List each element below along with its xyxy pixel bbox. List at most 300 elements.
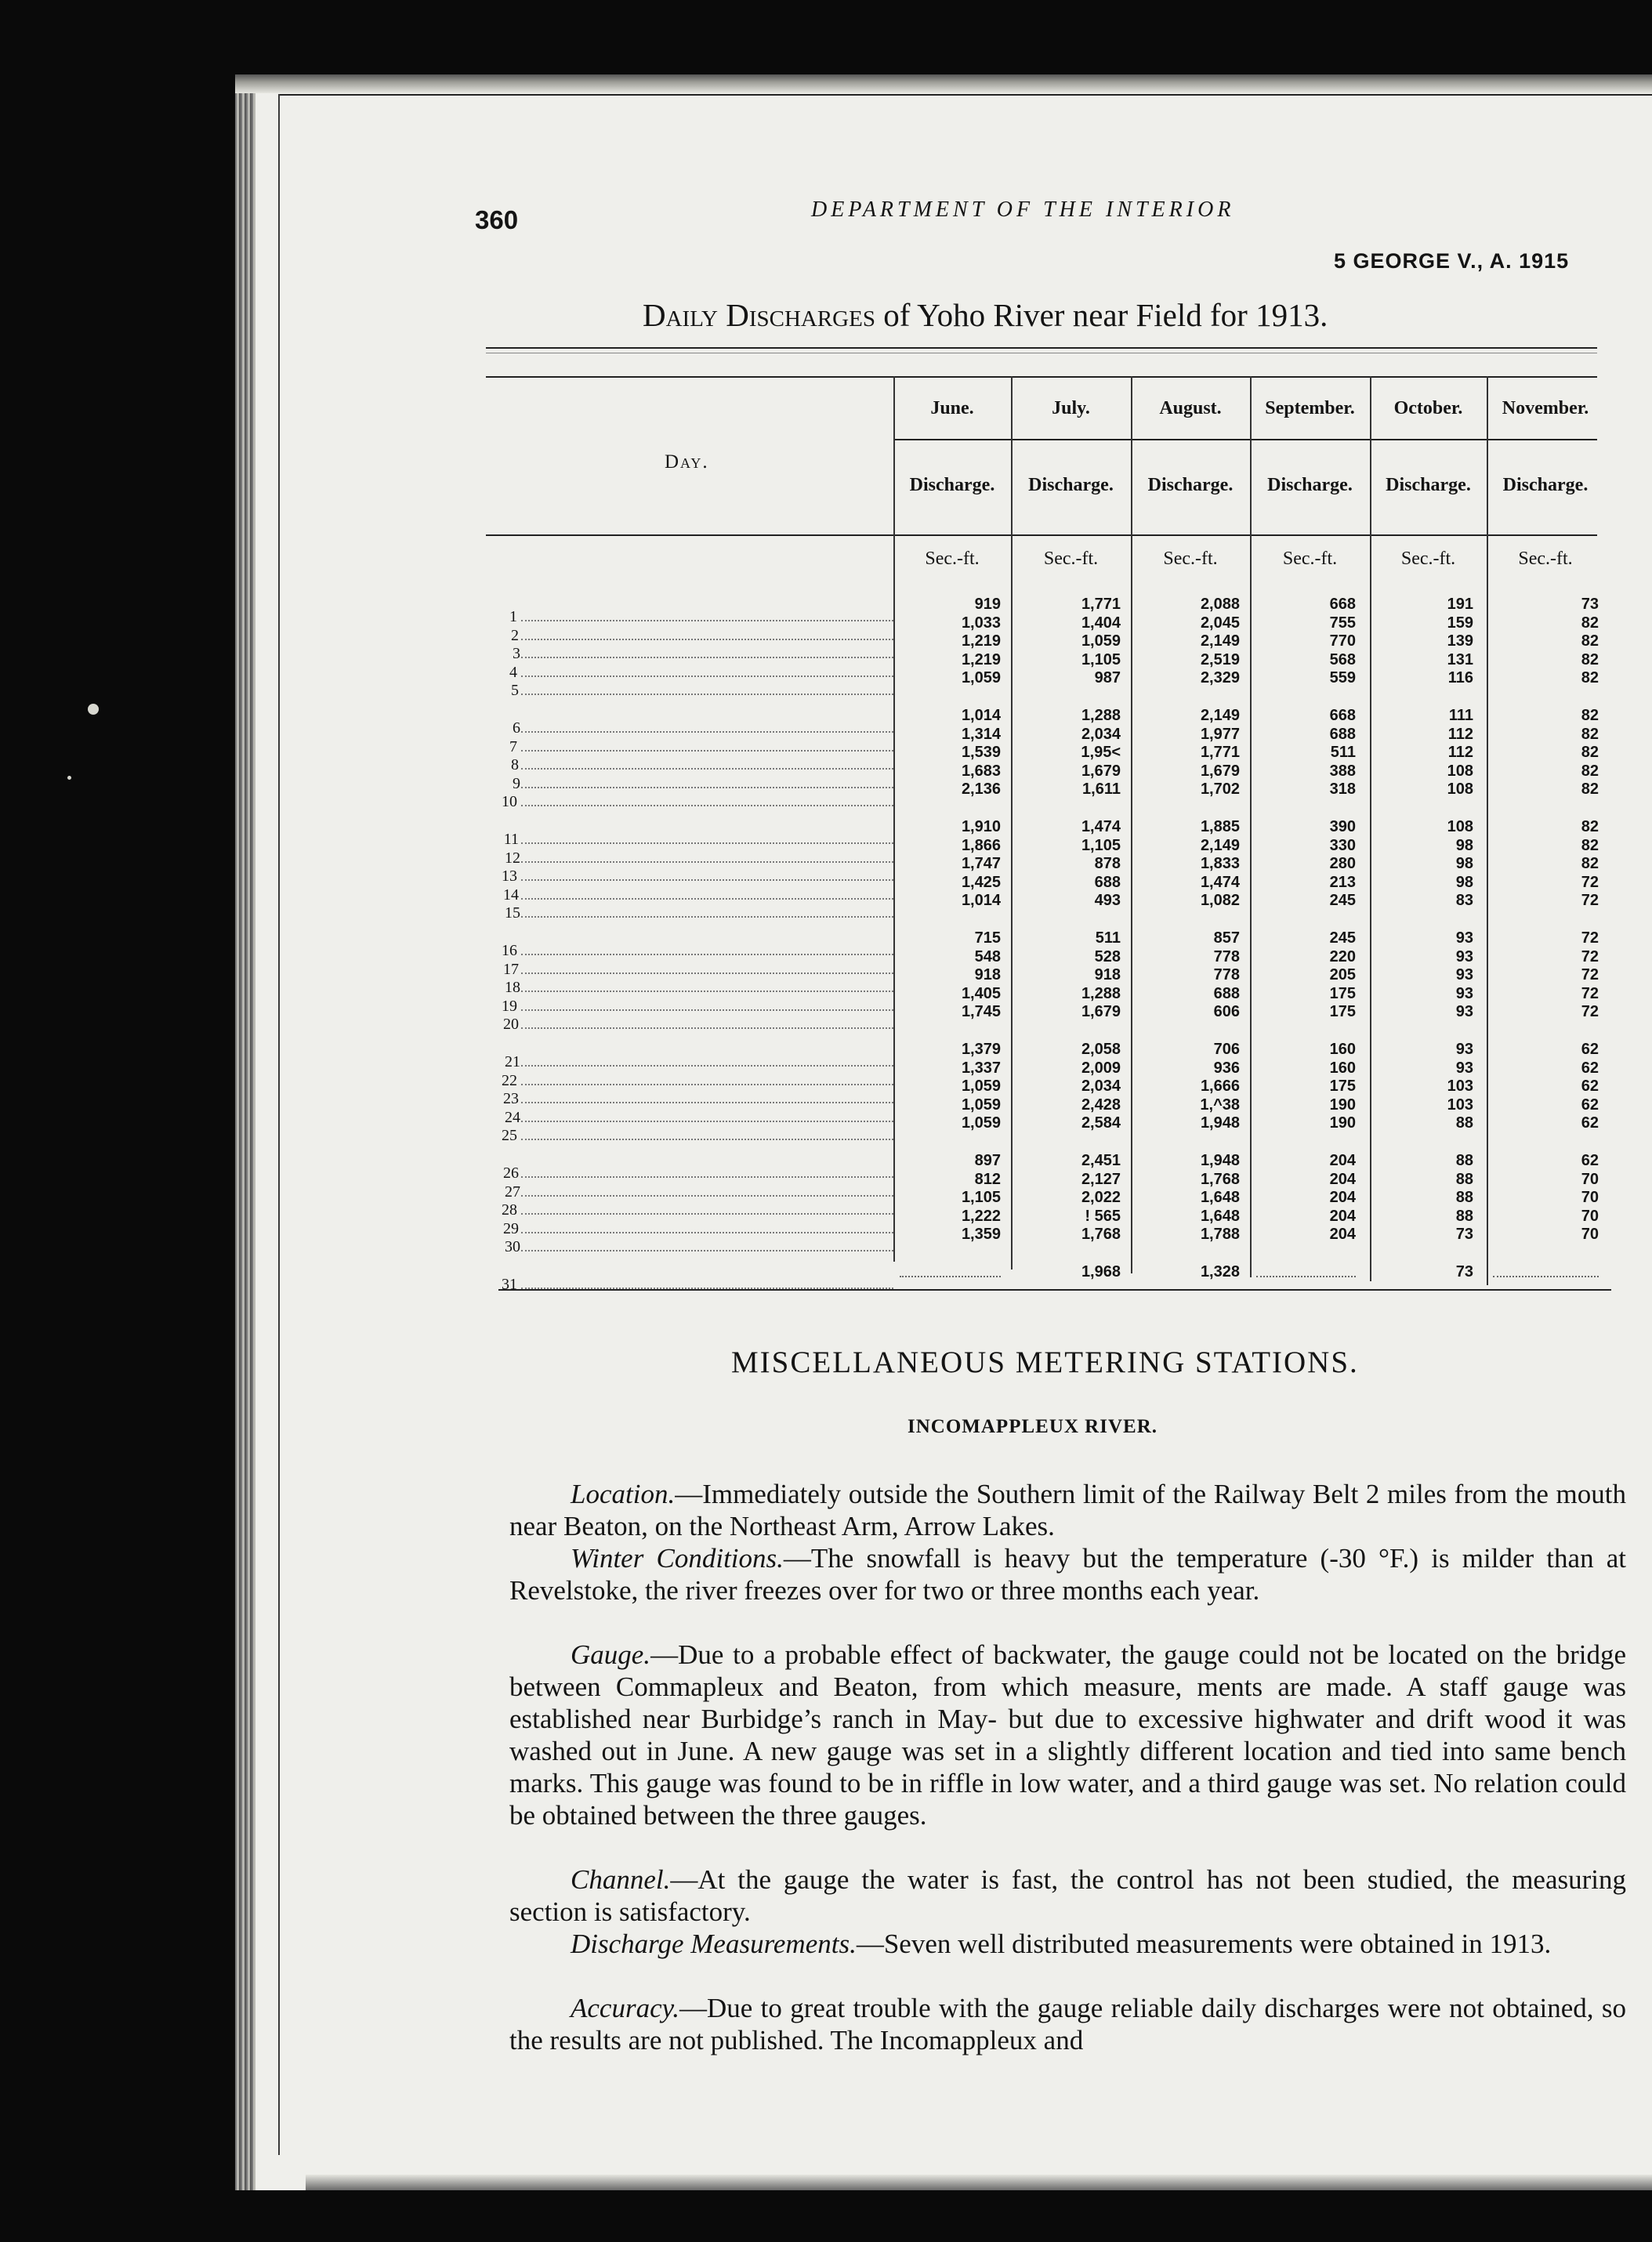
discharge-value: 93 [1455,984,1473,1002]
discharge-value: 98 [1455,855,1473,873]
discharge-value: 82 [1581,725,1599,743]
paragraph-channel [509,1864,1626,1928]
discharge-value: 160 [1329,1041,1356,1058]
discharge-subheader: Discharge. [1147,475,1234,495]
discharge-value: 112 [1447,744,1473,762]
discharge-value: 160 [1329,1059,1356,1077]
discharge-value: 1,679 [1200,762,1240,780]
empty-cell [1493,1276,1599,1277]
discharge-value: 688 [1094,873,1121,891]
discharge-value: 108 [1447,762,1473,780]
discharge-value: 88 [1455,1207,1473,1225]
discharge-value: 62 [1581,1096,1599,1114]
column-line [1011,376,1013,1270]
column-line [1487,376,1488,1285]
paragraph-winter [509,1542,1626,1606]
discharge-value: 1,948 [1200,1152,1240,1169]
discharge-value: 715 [974,929,1001,947]
leader-dots [521,731,893,733]
discharge-value: 2,127 [1081,1170,1121,1188]
discharge-value: 1,885 [1200,818,1240,835]
discharge-value: 72 [1581,1003,1599,1021]
discharge-subheader: Discharge. [1267,475,1353,495]
para-label: Gauge. [571,1639,651,1670]
month-rule [893,439,1597,440]
column-line [893,376,895,1262]
day-number: 20 [503,1016,519,1034]
discharge-value: 1,359 [961,1226,1001,1244]
discharge-value: 2,088 [1200,596,1240,613]
table-title [643,296,1328,334]
day-number: 21 [505,1053,520,1070]
discharge-value: 1,539 [961,744,1001,762]
discharge-value: 1,059 [961,669,1001,687]
discharge-value: 897 [974,1152,1001,1169]
leader-dots [521,1250,893,1251]
discharge-value: 93 [1455,1041,1473,1058]
discharge-value: 245 [1329,929,1356,947]
discharge-value: 72 [1581,892,1599,910]
discharge-value: 82 [1581,614,1599,632]
discharge-value: 111 [1448,707,1473,724]
discharge-value: 82 [1581,650,1599,668]
month-header-october: October. [1393,398,1463,418]
discharge-value: 103 [1447,1096,1473,1114]
discharge-value: 62 [1581,1059,1599,1077]
discharge-value: 1,968 [1081,1263,1121,1280]
day-number: 5 [511,682,519,700]
day-number: 17 [503,960,519,978]
discharge-value: 88 [1455,1189,1473,1207]
discharge-value: 1,219 [961,650,1001,668]
leader-dots [521,1139,893,1140]
discharge-value: 1,747 [961,855,1001,873]
leader-dots [521,694,893,695]
discharge-value: 1,059 [961,1078,1001,1096]
day-number: 24 [505,1108,520,1126]
discharge-value: 112 [1447,725,1473,743]
discharge-value: 204 [1329,1189,1356,1207]
empty-cell [1256,1276,1356,1277]
discharge-value: 131 [1447,650,1473,668]
day-number: 29 [503,1219,519,1237]
discharge-value: 93 [1455,966,1473,984]
discharge-value: 73 [1455,1226,1473,1244]
units-label: Sec.-ft. [1400,549,1456,569]
table-top-rule [486,347,1597,349]
discharge-value: 1,702 [1200,781,1240,799]
discharge-value: 280 [1329,855,1356,873]
discharge-value: 318 [1329,781,1356,799]
units-label: Sec.-ft. [1518,549,1573,569]
leader-dots [521,805,893,806]
discharge-value: 2,149 [1200,836,1240,854]
discharge-value: 204 [1329,1207,1356,1225]
discharge-value: 70 [1581,1226,1599,1244]
day-number: 18 [505,979,520,997]
discharge-value: 103 [1447,1078,1473,1096]
discharge-value: 175 [1329,1078,1356,1096]
discharge-value: 116 [1447,669,1473,687]
discharge-value: 1,033 [961,614,1001,632]
discharge-value: 1,679 [1081,762,1121,780]
leader-dots [521,1102,893,1103]
discharge-value: 1,788 [1200,1226,1240,1244]
table-title-prefix: Daily Discharges [643,297,875,333]
discharge-value: 330 [1329,836,1356,854]
para-text: —The snowfall is heavy but the temperature (-30 °F.) is milder than at Revelstoke, the river freezes over for two or three months each year. [509,1543,1626,1606]
leader-dots [521,787,893,788]
sub-title: INCOMAPPLEUX RIVER. [908,1416,1157,1437]
day-number: 8 [511,756,519,774]
discharge-value: 755 [1329,614,1356,632]
discharge-value: 706 [1213,1041,1240,1058]
discharge-value: 1,648 [1200,1189,1240,1207]
para-text: —Due to a probable effect of backwater, the gauge could not be located on the bridge between Commapleux and Beaton, from which measure, ments are made. A staff gauge was established near Burbidge’s ranch in May- but due to excessive highwater and drift wood it was washed out in June. A new gauge was set in a slightly different location and tied into same bench marks. This gauge was found to be in riffle in low water, and a third gauge was set. No relation could be obtained between the three gauges. [509,1639,1626,1831]
para-label: Winter Conditions. [571,1543,784,1574]
discharge-value: 568 [1329,650,1356,668]
day-number: 30 [505,1238,520,1256]
discharge-value: 1,014 [961,707,1001,724]
leader-dots [521,1065,893,1067]
discharge-value: 70 [1581,1189,1599,1207]
discharge-value: 668 [1329,596,1356,613]
leader-dots [521,1084,893,1085]
discharge-value: 204 [1329,1226,1356,1244]
leader-dots [521,861,893,863]
table-bottom-rule [498,1289,1611,1291]
leader-dots [521,1288,893,1289]
discharge-value: 1,105 [961,1189,1001,1207]
para-text: —Seven well distributed measurements were obtained in 1913. [856,1929,1552,1959]
discharge-value: 245 [1329,892,1356,910]
month-header-august: August. [1159,398,1222,418]
discharge-value: 1,288 [1081,984,1121,1002]
discharge-value: 390 [1329,818,1356,835]
discharge-value: 1,679 [1081,1003,1121,1021]
paragraph-accuracy [509,1992,1626,2056]
leader-dots [521,675,893,677]
discharge-subheader: Discharge. [1028,475,1114,495]
discharge-value: 1,328 [1200,1263,1240,1280]
discharge-value: 1,059 [1081,632,1121,650]
day-number: 31 [502,1276,517,1293]
leader-dots [521,991,893,992]
header-bottom-rule [486,534,1597,536]
month-header-july: July. [1052,398,1090,418]
paragraph-measurements [509,1928,1626,1960]
discharge-value: 778 [1213,947,1240,965]
paragraph-gauge [509,1639,1626,1831]
units-label: Sec.-ft. [925,549,980,569]
discharge-value: 93 [1455,947,1473,965]
page-top-edge [235,74,1652,93]
discharge-value: 1,379 [961,1041,1001,1058]
month-header-june: June. [930,398,974,418]
discharge-value: 62 [1581,1114,1599,1132]
month-header-november: November. [1502,398,1589,418]
table-header-rule [486,376,1597,378]
discharge-value: 1,948 [1200,1114,1240,1132]
discharge-value: 1,404 [1081,614,1121,632]
day-number: 4 [509,663,517,681]
para-text: —Due to great trouble with the gauge reliable daily discharges were not obtained, so the results are not published. The Incomappleux and [509,1993,1626,2055]
page-binding-edge [235,74,255,2190]
para-text: —Immediately outside the Southern limit of the Railway Belt 2 miles from the mouth near Beaton, on the Northeast Arm, Arrow Lakes. [509,1479,1626,1541]
discharge-value: 1,059 [961,1114,1001,1132]
page-bottom-edge [306,2175,1652,2190]
discharge-value: 82 [1581,818,1599,835]
discharge-value: 93 [1455,929,1473,947]
table-title-rest: of Yoho River near Field for 1913. [875,297,1328,333]
discharge-value: 1,288 [1081,707,1121,724]
discharge-value: 175 [1329,984,1356,1002]
discharge-value: 82 [1581,855,1599,873]
discharge-value: 62 [1581,1152,1599,1169]
paragraph-location [509,1478,1626,1542]
discharge-value: ! 565 [1085,1207,1121,1225]
day-number: 6 [513,719,520,737]
discharge-value: 2,428 [1081,1096,1121,1114]
discharge-value: 770 [1329,632,1356,650]
leader-dots [521,1027,893,1029]
para-text: —At the gauge the water is fast, the control has not been studied, the measuring section is satisfactory. [509,1864,1626,1927]
discharge-value: 1,314 [961,725,1001,743]
day-number: 12 [505,849,520,867]
discharge-value: 62 [1581,1041,1599,1058]
discharge-value: 2,584 [1081,1114,1121,1132]
discharge-value: 191 [1447,596,1473,613]
discharge-value: 559 [1329,669,1356,687]
discharge-value: 139 [1447,632,1473,650]
units-label: Sec.-ft. [1282,549,1338,569]
discharge-value: 1,95< [1081,744,1121,762]
discharge-value: 812 [974,1170,1001,1188]
leader-dots [521,1121,893,1122]
leader-dots [521,954,893,955]
dust-speck [67,776,71,780]
discharge-value: 857 [1213,929,1240,947]
leader-dots [521,639,893,640]
discharge-value: 919 [974,596,1001,613]
discharge-value: 1,833 [1200,855,1240,873]
discharge-value: 1,648 [1200,1207,1240,1225]
discharge-value: 1,105 [1081,836,1121,854]
day-number: 14 [503,886,519,904]
para-label: Discharge Measurements. [571,1929,857,1959]
empty-cell [900,1276,1001,1277]
discharge-value: 1,337 [961,1059,1001,1077]
leader-dots [521,657,893,658]
units-label: Sec.-ft. [1043,549,1099,569]
discharge-value: 1,910 [961,818,1001,835]
discharge-value: 528 [1094,947,1121,965]
day-number: 7 [509,737,517,755]
discharge-value: 2,149 [1200,632,1240,650]
discharge-value: 987 [1094,669,1121,687]
discharge-value: 98 [1455,836,1473,854]
leader-dots [521,750,893,752]
page-number: 360 [475,205,519,234]
discharge-value: 82 [1581,744,1599,762]
discharge-value: 82 [1581,781,1599,799]
discharge-value: 62 [1581,1078,1599,1096]
discharge-value: 72 [1581,873,1599,891]
discharge-value: 1,222 [961,1207,1001,1225]
day-number: 15 [505,904,520,922]
discharge-value: 204 [1329,1152,1356,1169]
discharge-value: 73 [1581,596,1599,613]
discharge-value: 493 [1094,892,1121,910]
discharge-value: 1,683 [961,762,1001,780]
column-line [1250,376,1252,1277]
discharge-value: 1,474 [1200,873,1240,891]
column-line [1131,376,1132,1273]
column-line [1370,376,1371,1281]
leader-dots [521,1195,893,1197]
discharge-value: 1,105 [1081,650,1121,668]
discharge-value: 2,045 [1200,614,1240,632]
discharge-value: 88 [1455,1152,1473,1169]
discharge-value: 93 [1455,1003,1473,1021]
discharge-value: 2,034 [1081,725,1121,743]
discharge-value: 82 [1581,632,1599,650]
discharge-value: 1,666 [1200,1078,1240,1096]
discharge-value: 1,014 [961,892,1001,910]
discharge-value: 936 [1213,1059,1240,1077]
para-label: Accuracy. [571,1993,679,2023]
discharge-value: 1,977 [1200,725,1240,743]
discharge-value: 2,136 [961,781,1001,799]
discharge-value: 82 [1581,707,1599,724]
day-number: 25 [502,1127,517,1145]
day-number: 1 [509,608,517,625]
discharge-value: 1,768 [1200,1170,1240,1188]
leader-dots [521,842,893,844]
discharge-value: 108 [1447,818,1473,835]
discharge-value: 72 [1581,929,1599,947]
day-number: 23 [503,1090,519,1108]
discharge-value: 70 [1581,1207,1599,1225]
discharge-value: 688 [1329,725,1356,743]
leader-dots [521,1232,893,1233]
page-fold-line [278,94,1652,96]
discharge-value: 98 [1455,873,1473,891]
discharge-value: 1,425 [961,873,1001,891]
day-number: 10 [502,793,517,811]
discharge-value: 190 [1329,1114,1356,1132]
discharge-value: 2,058 [1081,1041,1121,1058]
leader-dots [521,768,893,770]
discharge-value: 918 [974,966,1001,984]
discharge-value: 72 [1581,947,1599,965]
discharge-value: 878 [1094,855,1121,873]
para-label: Location. [571,1479,676,1509]
discharge-value: 72 [1581,966,1599,984]
day-number: 28 [502,1201,517,1219]
discharge-value: 108 [1447,781,1473,799]
discharge-value: 1,082 [1200,892,1240,910]
session-label: 5 GEORGE V., A. 1915 [1334,249,1570,273]
leader-dots [521,916,893,918]
discharge-value: 2,329 [1200,669,1240,687]
leader-dots [521,1213,893,1215]
discharge-value: 82 [1581,836,1599,854]
day-number: 13 [502,867,517,886]
discharge-subheader: Discharge. [909,475,995,495]
discharge-value: 190 [1329,1096,1356,1114]
discharge-value: 1,474 [1081,818,1121,835]
discharge-value: 1,768 [1081,1226,1121,1244]
leader-dots [521,972,893,974]
discharge-value: 82 [1581,669,1599,687]
discharge-value: 204 [1329,1170,1356,1188]
day-number: 2 [511,626,519,644]
discharge-value: 2,519 [1200,650,1240,668]
discharge-value: 70 [1581,1170,1599,1188]
discharge-value: 73 [1455,1263,1473,1280]
discharge-value: 205 [1329,966,1356,984]
dust-speck [88,704,99,715]
discharge-value: 688 [1213,984,1240,1002]
day-number: 26 [503,1164,519,1182]
leader-dots [521,879,893,881]
day-number: 27 [505,1183,520,1201]
discharge-value: 668 [1329,707,1356,724]
page-fold-vline [278,94,280,2155]
discharge-value: 93 [1455,1059,1473,1077]
discharge-value: 1,866 [961,836,1001,854]
discharge-subheader: Discharge. [1386,475,1471,495]
discharge-value: 1,^38 [1200,1096,1240,1114]
discharge-value: 82 [1581,762,1599,780]
discharge-value: 72 [1581,984,1599,1002]
discharge-value: 175 [1329,1003,1356,1021]
leader-dots [521,1009,893,1011]
discharge-value: 1,611 [1082,781,1121,799]
discharge-value: 220 [1329,947,1356,965]
leader-dots [521,1176,893,1178]
discharge-value: 1,059 [961,1096,1001,1114]
discharge-value: 511 [1095,929,1121,947]
day-number: 16 [502,942,517,959]
day-number: 3 [513,645,520,663]
para-label: Channel. [571,1864,671,1895]
running-head: DEPARTMENT OF THE INTERIOR [811,197,1235,222]
discharge-value: 1,405 [961,984,1001,1002]
discharge-value: 548 [974,947,1001,965]
day-number: 9 [513,774,520,792]
discharge-value: 2,022 [1081,1189,1121,1207]
discharge-value: 1,745 [961,1003,1001,1021]
section-title: MISCELLANEOUS METERING STATIONS. [731,1346,1359,1379]
day-number: 11 [503,831,519,848]
leader-dots [521,620,893,621]
day-number: 19 [502,997,517,1015]
discharge-value: 2,034 [1081,1078,1121,1096]
discharge-value: 511 [1330,744,1356,762]
leader-dots [521,898,893,900]
discharge-value: 88 [1455,1170,1473,1188]
discharge-value: 1,771 [1200,744,1240,762]
discharge-value: 778 [1213,966,1240,984]
discharge-value: 2,149 [1200,707,1240,724]
discharge-value: 1,771 [1081,596,1121,613]
discharge-value: 2,009 [1081,1059,1121,1077]
discharge-subheader: Discharge. [1502,475,1589,495]
discharge-value: 88 [1455,1114,1473,1132]
discharge-value: 2,451 [1081,1152,1121,1169]
